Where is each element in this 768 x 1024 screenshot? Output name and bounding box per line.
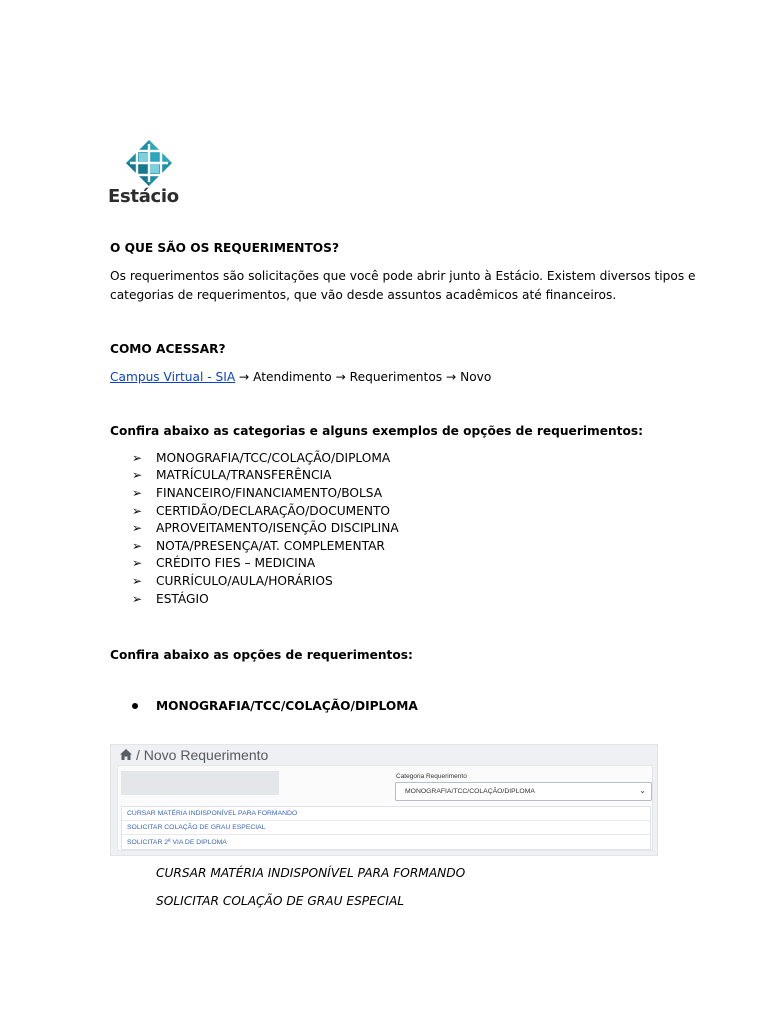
section-heading-categorias: Confira abaixo as categorias e alguns exemplos de opções de requerimentos: [110, 424, 643, 438]
logo-text: Estácio [108, 186, 179, 207]
intro-paragraph-line-1: Os requerimentos são solicitações que você pode abrir junto à Estácio. Existem diversos tipos e [110, 269, 696, 283]
home-icon [120, 747, 132, 763]
arrow-bullet-icon: ➢ [132, 485, 143, 500]
list-item [132, 537, 399, 555]
list-item [132, 519, 399, 537]
request-options-list [121, 806, 651, 850]
arrow-bullet-icon: ➢ [132, 591, 143, 606]
list-item [132, 555, 399, 573]
category-list [132, 449, 399, 607]
list-item-label: FINANCEIRO/FINANCIAMENTO/BOLSA [156, 485, 383, 500]
arrow-bullet-icon: ➢ [132, 468, 143, 483]
screenshot-title [120, 747, 268, 763]
section-heading-requerimentos: O QUE SÃO OS REQUERIMENTOS? [110, 241, 340, 255]
category-select[interactable] [395, 782, 652, 801]
list-item [132, 572, 399, 590]
list-item-label: CURRÍCULO/AULA/HORÁRIOS [156, 573, 333, 588]
category-label: Categoria Requerimento [396, 773, 467, 780]
list-item-label: ESTÁGIO [156, 591, 209, 606]
italic-item: SOLICITAR COLAÇÃO DE GRAU ESPECIAL [156, 894, 405, 908]
list-item-label: CERTIDÃO/DECLARAÇÃO/DOCUMENTO [156, 503, 391, 518]
access-path-steps: → Atendimento → Requerimentos → Novo [235, 370, 492, 384]
chevron-down-icon: ⌄ [639, 786, 646, 795]
embedded-screenshot [110, 744, 658, 856]
list-item-label: NOTA/PRESENÇA/AT. COMPLEMENTAR [156, 538, 385, 553]
request-option[interactable]: CURSAR MATÉRIA INDISPONÍVEL PARA FORMANDO [122, 807, 650, 821]
screenshot-card [117, 765, 653, 851]
arrow-bullet-icon: ➢ [132, 503, 143, 518]
access-path [110, 368, 491, 386]
list-item-label: MONOGRAFIA/TCC/COLAÇÃO/DIPLOMA [156, 450, 391, 465]
section-heading-opcoes: Confira abaixo as opções de requerimentos: [110, 648, 413, 662]
intro-paragraph-line-2: categorias de requerimentos, que vão desde assuntos acadêmicos até financeiros. [110, 288, 617, 302]
bullet-item-label: MONOGRAFIA/TCC/COLAÇÃO/DIPLOMA [156, 699, 418, 713]
estacio-logo [108, 140, 198, 210]
bullet-dot-icon [132, 703, 138, 709]
bullet-item [130, 699, 418, 713]
list-item [132, 467, 399, 485]
arrow-bullet-icon: ➢ [132, 538, 143, 553]
campus-virtual-link[interactable]: Campus Virtual - SIA [110, 370, 236, 384]
arrow-bullet-icon: ➢ [132, 521, 143, 536]
estacio-logo-icon [108, 140, 198, 186]
screenshot-title-text: / Novo Requerimento [136, 747, 269, 763]
arrow-bullet-icon: ➢ [132, 450, 143, 465]
placeholder-block [121, 771, 279, 795]
list-item [132, 502, 399, 520]
request-option[interactable]: SOLICITAR COLAÇÃO DE GRAU ESPECIAL [122, 821, 650, 835]
italic-item: CURSAR MATÉRIA INDISPONÍVEL PARA FORMANDO [156, 866, 466, 880]
list-item-label: MATRÍCULA/TRANSFERÊNCIA [156, 468, 332, 483]
request-option[interactable]: SOLICITAR 2ª VIA DE DIPLOMA [127, 838, 227, 846]
list-item [132, 449, 399, 467]
arrow-bullet-icon: ➢ [132, 556, 143, 571]
list-item-label: CRÉDITO FIES – MEDICINA [156, 556, 316, 571]
list-item [132, 590, 399, 608]
list-item-label: APROVEITAMENTO/ISENÇÃO DISCIPLINA [156, 521, 399, 536]
section-heading-como-acessar: COMO ACESSAR? [110, 342, 226, 356]
arrow-bullet-icon: ➢ [132, 573, 143, 588]
category-select-value: MONOGRAFIA/TCC/COLAÇÃO/DIPLOMA [405, 788, 535, 795]
list-item [132, 484, 399, 502]
